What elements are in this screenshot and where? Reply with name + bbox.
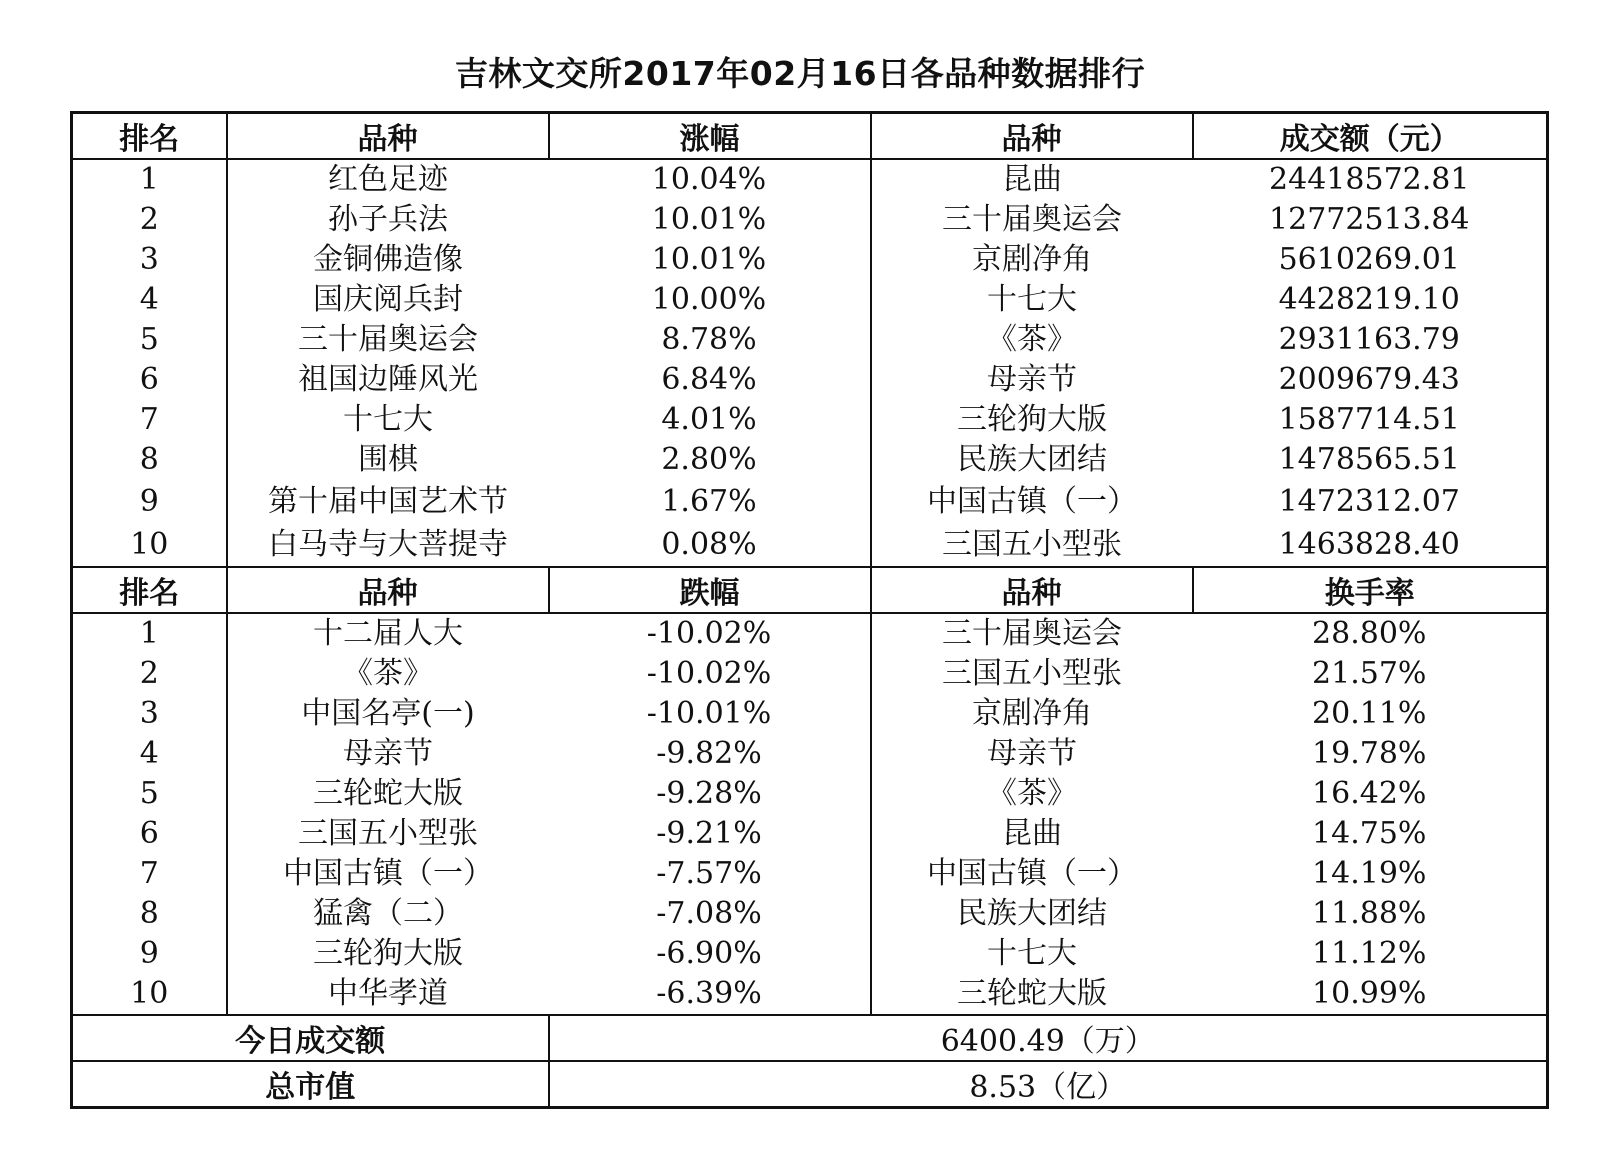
table-cell: 1: [72, 159, 227, 200]
table-row: [72, 240, 1548, 280]
table-cell: 中国名亭(一): [301, 696, 475, 731]
table-cell: -9.82%: [549, 734, 871, 774]
table-cell: 三轮蛇大版: [957, 976, 1107, 1011]
fall-section: [72, 567, 1548, 1015]
table-cell: 民族大团结: [957, 896, 1107, 931]
table-row: [72, 159, 1548, 200]
table-cell: 4428219.10: [1278, 282, 1460, 317]
table-cell: 1463828.40: [1278, 527, 1460, 562]
table-row: [72, 934, 1548, 974]
table-cell: 中华孝道: [328, 976, 448, 1011]
table-cell: 三国五小型张: [298, 816, 478, 851]
table-cell: 《茶》: [987, 776, 1077, 811]
table-cell: 围棋: [358, 442, 418, 477]
table-row: [72, 774, 1548, 814]
header-cell: 品种: [871, 567, 1193, 613]
table-cell: 母亲节: [987, 362, 1077, 397]
table-cell: 5610269.01: [1278, 242, 1460, 277]
turnover-value: 6400.49（万）: [549, 1015, 1548, 1061]
table-cell: 十七大: [987, 936, 1077, 971]
ranking-table: [70, 111, 1549, 1109]
table-cell: 24418572.81: [1269, 162, 1470, 197]
table-cell: 8: [72, 894, 227, 934]
table-cell: 10.01%: [549, 240, 871, 280]
table-row: [72, 280, 1548, 320]
table-cell: 昆曲: [1002, 162, 1062, 197]
table-cell: 4: [72, 280, 227, 320]
table-cell: 0.08%: [549, 523, 871, 567]
table-cell: 三轮狗大版: [957, 402, 1107, 437]
table-cell: 白马寺与大菩提寺: [268, 527, 508, 562]
table-cell: 5: [72, 774, 227, 814]
header-cell: 跌幅: [549, 567, 871, 613]
table-cell: 三国五小型张: [942, 656, 1122, 691]
table-row: [72, 360, 1548, 400]
table-cell: 28.80%: [1312, 616, 1427, 651]
header-cell: 排名: [72, 567, 227, 613]
table-row: [72, 814, 1548, 854]
table-row: [72, 694, 1548, 734]
header-cell: 品种: [227, 567, 549, 613]
table-cell: 11.88%: [1312, 896, 1427, 931]
table-cell: 14.19%: [1312, 856, 1427, 891]
table-cell: 中国古镇（一）: [927, 484, 1137, 519]
header-cell: 排名: [72, 113, 227, 160]
table-cell: 16.42%: [1312, 776, 1427, 811]
summary-section: [72, 1015, 1548, 1108]
table-cell: 8: [72, 440, 227, 480]
table-cell: -7.57%: [549, 854, 871, 894]
table-cell: 2.80%: [549, 440, 871, 480]
header-cell: 品种: [227, 113, 549, 160]
table-cell: 猛禽（二）: [313, 896, 463, 931]
header-cell: 涨幅: [549, 113, 871, 160]
page-title: 吉林文交所2017年02月16日各品种数据排行: [454, 54, 1146, 93]
table-cell: 《茶》: [343, 656, 433, 691]
table-cell: 21.57%: [1312, 656, 1427, 691]
table-row: [72, 854, 1548, 894]
table-row: [72, 320, 1548, 360]
table-cell: -10.01%: [549, 694, 871, 734]
table-cell: 7: [72, 854, 227, 894]
table-cell: 10.04%: [549, 159, 871, 200]
table-cell: 2931163.79: [1278, 322, 1460, 357]
table-cell: 金铜佛造像: [313, 242, 463, 277]
table-row: [72, 400, 1548, 440]
table-cell: 6: [72, 360, 227, 400]
table-cell: 十七大: [987, 282, 1077, 317]
table-cell: 1587714.51: [1278, 402, 1460, 437]
table-cell: 母亲节: [987, 736, 1077, 771]
table-cell: 5: [72, 320, 227, 360]
table-cell: -7.08%: [549, 894, 871, 934]
table-cell: 十七大: [343, 402, 433, 437]
table-cell: 20.11%: [1312, 696, 1427, 731]
table-cell: 4.01%: [549, 400, 871, 440]
table-row: [72, 200, 1548, 240]
table-row: [72, 974, 1548, 1015]
table-cell: 10.99%: [1312, 976, 1427, 1011]
table-cell: 红色足迹: [328, 162, 448, 197]
table-row: [72, 523, 1548, 567]
market-cap-row: [72, 1061, 1548, 1108]
turnover-row: [72, 1015, 1548, 1061]
table-cell: 19.78%: [1312, 736, 1427, 771]
header-cell: 品种: [871, 113, 1193, 160]
table-row: [72, 480, 1548, 523]
table-cell: 12772513.84: [1269, 202, 1470, 237]
turnover-label: 今日成交额: [72, 1015, 549, 1061]
header-cell: 成交额（元）: [1193, 113, 1548, 160]
table-row: [72, 734, 1548, 774]
table-cell: 3: [72, 240, 227, 280]
table-cell: 昆曲: [1002, 816, 1062, 851]
table-cell: 10: [72, 974, 227, 1015]
table-cell: 三轮蛇大版: [313, 776, 463, 811]
table-cell: 母亲节: [343, 736, 433, 771]
table-cell: 6.84%: [549, 360, 871, 400]
fall-header-row: [72, 567, 1548, 613]
table-row: [72, 894, 1548, 934]
table-cell: 3: [72, 694, 227, 734]
header-cell: 换手率: [1193, 567, 1548, 613]
table-row: [72, 654, 1548, 694]
table-cell: 三十届奥运会: [298, 322, 478, 357]
table-cell: 2: [72, 200, 227, 240]
table-cell: 1: [72, 613, 227, 654]
table-cell: 十二届人大: [313, 616, 463, 651]
table-cell: -9.21%: [549, 814, 871, 854]
table-cell: 14.75%: [1312, 816, 1427, 851]
table-cell: 民族大团结: [957, 442, 1107, 477]
table-cell: 中国古镇（一）: [283, 856, 493, 891]
table-cell: 9: [72, 934, 227, 974]
table-cell: 国庆阅兵封: [313, 282, 463, 317]
table-cell: 1.67%: [549, 480, 871, 523]
table-cell: 11.12%: [1312, 936, 1427, 971]
table-cell: -10.02%: [549, 654, 871, 694]
table-cell: 中国古镇（一）: [927, 856, 1137, 891]
table-cell: 10.00%: [549, 280, 871, 320]
table-cell: 第十届中国艺术节: [268, 484, 508, 519]
table-cell: -6.90%: [549, 934, 871, 974]
table-cell: 1478565.51: [1278, 442, 1460, 477]
gain-section: [72, 113, 1548, 568]
table-cell: 京剧净角: [972, 242, 1092, 277]
table-cell: 三十届奥运会: [942, 202, 1122, 237]
market-cap-label: 总市值: [72, 1061, 549, 1108]
table-cell: -10.02%: [549, 613, 871, 654]
table-cell: 10: [72, 523, 227, 567]
table-cell: 三十届奥运会: [942, 616, 1122, 651]
table-cell: 京剧净角: [972, 696, 1092, 731]
table-cell: -9.28%: [549, 774, 871, 814]
market-cap-value: 8.53（亿）: [549, 1061, 1548, 1108]
table-cell: -6.39%: [549, 974, 871, 1015]
table-cell: 《茶》: [987, 322, 1077, 357]
table-cell: 三国五小型张: [942, 527, 1122, 562]
table-cell: 4: [72, 734, 227, 774]
table-cell: 三轮狗大版: [313, 936, 463, 971]
table-cell: 2009679.43: [1278, 362, 1460, 397]
table-row: [72, 613, 1548, 654]
table-cell: 8.78%: [549, 320, 871, 360]
table-cell: 6: [72, 814, 227, 854]
table-cell: 10.01%: [549, 200, 871, 240]
table-cell: 7: [72, 400, 227, 440]
table-row: [72, 440, 1548, 480]
gain-header-row: [72, 113, 1548, 160]
table-cell: 1472312.07: [1278, 484, 1460, 519]
table-cell: 孙子兵法: [328, 202, 448, 237]
table-cell: 2: [72, 654, 227, 694]
table-cell: 祖国边陲风光: [298, 362, 478, 397]
table-cell: 9: [72, 480, 227, 523]
